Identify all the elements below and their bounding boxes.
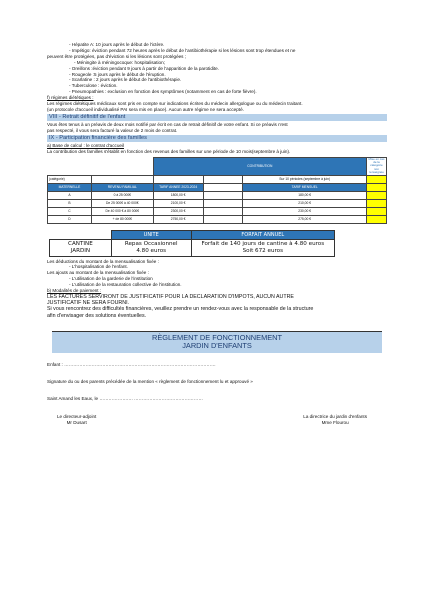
- eviction-item-6: - Scarlatine : 2 jours après le début de l'antibiothérapie.: [69, 77, 182, 83]
- row-category: C: [48, 207, 92, 215]
- contribution-table: [47, 157, 387, 224]
- contribution-label-row: [48, 175, 387, 183]
- deduction-item-4: - L'utilisation de la restauration collective de l'institution.: [69, 282, 182, 288]
- signature-right: [303, 414, 367, 426]
- contribution-row: [48, 215, 387, 223]
- right-name: Mme Flourou: [321, 419, 349, 425]
- right-title: La directrice du jardin d'enfants: [303, 413, 367, 419]
- eviction-item-7: - Tuberculose : éviction.: [69, 83, 118, 89]
- deduction-item-2: Les ajouts au montant de la mensualisation fixée :: [47, 270, 149, 276]
- section-9-title: IX - Participation financière des familles: [47, 135, 387, 142]
- deduction-item-0: Les déductions du montant de la mensualisation fixée :: [47, 258, 159, 264]
- row-tarif-mensuel: 230,00 €: [243, 207, 367, 215]
- cantine-unite-1: Repas Occasionnel: [124, 240, 178, 247]
- row-revenu: + de 80 000€: [91, 215, 153, 223]
- row-revenu: De 25 000€ à 40 000€: [91, 199, 153, 207]
- diet-heading: f) régimes diététiques :: [47, 95, 94, 101]
- col-tarif-annee: TARIF ANNEE 2023-2024: [153, 183, 203, 191]
- row-blank: [203, 191, 243, 199]
- contribution-header-row: [48, 157, 387, 175]
- row-revenu: De 40 000 € à 80 000€: [91, 207, 153, 215]
- reglement-title-2: JARDIN D'ENFANTS: [182, 341, 252, 351]
- contribution-row: [48, 207, 387, 215]
- periode-label: Sur 10 périodes (septembre à juin): [243, 175, 367, 183]
- contribution-column-row: [48, 183, 387, 191]
- cantine-forfait-1: Forfait de 140 jours de cantine à 4.80 euros: [201, 240, 325, 247]
- row-tarif-mensuel: 210,00 €: [243, 199, 367, 207]
- eviction-item-4: - Oreillons :éviction pendant 9 jours à partir de l'apparition de la parotidite.: [69, 65, 220, 71]
- col-tarif-mensuel: TARIF MENSUEL: [243, 183, 367, 191]
- row-blank: [203, 207, 243, 215]
- reglement-title-box: [52, 331, 382, 353]
- section-8-text-2: pas respecté, il vous sera facturé la valeur de 2 mois de contrat.: [47, 127, 178, 133]
- document-page: [47, 42, 387, 426]
- cantine-table: [49, 230, 335, 257]
- eviction-item-0: - Hépatite A: 10 jours après le début de l'ictère.: [69, 42, 165, 47]
- deduction-item-3: - L'utilisation de la garderie de l'institution: [69, 276, 153, 282]
- row-tarif-annee: 2750,00 €: [153, 215, 203, 223]
- col-unite: UNITE: [111, 230, 191, 239]
- cantine-header-row: [50, 230, 335, 239]
- row-yellow: [366, 207, 386, 215]
- signature-left: [57, 414, 96, 426]
- eviction-item-8: - Pneumopathies : exclusion en fonction des symptômes (notamment en cas de forte fièvre).: [69, 89, 257, 95]
- left-title: Le directeur-adjoint: [57, 413, 97, 419]
- cantine-unite-2: 4.80 euros: [136, 247, 167, 254]
- cantine-row: [50, 239, 335, 256]
- row-tarif-mensuel: 180,00 €: [243, 191, 367, 199]
- left-name: Mr Dusart: [66, 419, 87, 425]
- row-tarif-annee: 2100,00 €: [153, 199, 203, 207]
- contribution-row: [48, 191, 387, 199]
- row-yellow: [366, 215, 386, 223]
- cantine-unite: [111, 239, 191, 256]
- contribution-row: [48, 199, 387, 207]
- cantine-label: [50, 239, 112, 256]
- section-9-intro: La contribution des familles s'établit en fonction des revenus des familles sur une période de 10 mois(septembre à juin).: [47, 148, 291, 154]
- payment-text-3: Si vous rencontrez des difficultés financières, veuillez prendre un rendez-vous avec la responsable de la structure: [47, 306, 314, 313]
- row-tarif-annee: 2300,00 €: [153, 207, 203, 215]
- cantine-label-2: JARDIN: [70, 247, 91, 254]
- categorie-label: (catégorie): [48, 175, 92, 183]
- payment-heading: b) Modalités de paiement :: [47, 288, 102, 294]
- row-category: B: [48, 199, 92, 207]
- eviction-item-2: peuvent être protégées, pas d'éviction si les lésions sont protégées ;: [47, 53, 187, 59]
- cantine-forfait: [191, 239, 334, 256]
- row-tarif-mensuel: 275,00 €: [243, 215, 367, 223]
- enfant-field[interactable]: Enfant : ………………………………………………………………………………………: [47, 361, 216, 367]
- eviction-item-1: - Impétigo: éviction pendant 72 heures après le début de l'antibiothérapie si les lésions sont trop étendues et ne: [69, 47, 296, 53]
- row-blank: [203, 199, 243, 207]
- payment-text-1: LES FACTURES SERVIRONT DE JUSTIFICATIF POUR LA DÉCLARATION D'IMPÔTS, AUCUN AUTRE: [47, 293, 294, 300]
- deductions-list: [47, 259, 387, 289]
- row-blank: [203, 215, 243, 223]
- col-maternelle: MATERNELLE: [48, 183, 92, 191]
- section-8-title: VIII - Retrait définitif de l'enfant: [47, 114, 387, 121]
- deduction-item-1: - L'hospitalisation de l'enfant.: [69, 264, 128, 270]
- diet-text-1: Les régimes diététiques médicaux sont pris en compte sur indications écrites du médecin allergologue ou du médecin traitant.: [47, 101, 303, 107]
- cantine-forfait-2: Soit 672 euros: [242, 247, 284, 254]
- row-yellow: [366, 199, 386, 207]
- row-category: D: [48, 215, 92, 223]
- contribution-note: Mise en cas de la catégorie non renseignée: [366, 157, 386, 175]
- eviction-list: [47, 42, 387, 95]
- diet-text-2: (un protocole d'accueil individualisé PAI sera mis en place). Aucun autre régime ne sera accepté.: [47, 106, 244, 112]
- col-revenu: REVENU FAMILIAL: [91, 183, 153, 191]
- section-9-subheading: a) Base de calcul : le contrat d'accueil: [47, 142, 124, 148]
- lieu-date-field[interactable]: Saint Amand les Eaux, le …………………. ………………………………………: [47, 395, 203, 401]
- row-revenu: 0 à 25 000€: [91, 191, 153, 199]
- col-forfait: FORFAIT ANNUEL: [191, 230, 334, 239]
- contribution-header: CONTRIBUTION: [153, 157, 366, 175]
- section-8-text-1: Vous êtes tenus à un préavis de deux mois notifié par écrit en cas de retrait définitif de votre enfant. Si ce préavis n'est: [47, 121, 288, 127]
- eviction-item-3: - Méningite à méningocoque: hospitalisation;: [74, 59, 165, 65]
- eviction-item-5: - Rougeole :5 jours après le début de l'éruption.: [69, 71, 166, 77]
- signatures: [47, 414, 387, 426]
- row-yellow: [366, 191, 386, 199]
- row-tarif-annee: 1800,00 €: [153, 191, 203, 199]
- signature-instruction: Signature du ou des parents précédée de la mention « règlement de fonctionnement lu et approuvé »: [47, 378, 253, 384]
- cantine-label-1: CANTINE: [68, 240, 93, 247]
- reglement-title-1: RÈGLEMENT DE FONCTIONNEMENT: [151, 332, 283, 342]
- row-category: A: [48, 191, 92, 199]
- payment-text-4: afin d'envisager des solutions éventuelles.: [47, 312, 147, 319]
- payment-text-2: JUSTIFICATIF NE SERA FOURNI.: [47, 300, 130, 307]
